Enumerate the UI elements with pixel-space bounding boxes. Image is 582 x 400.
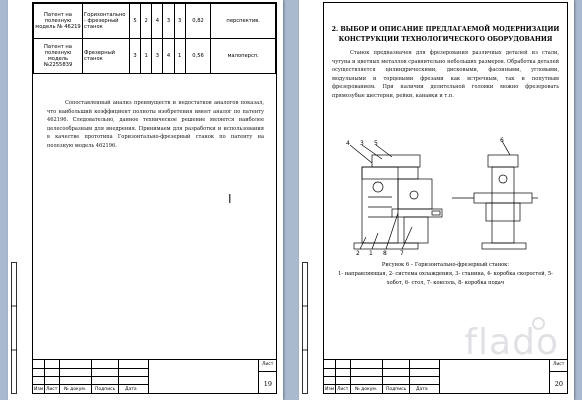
page-frame <box>323 2 568 394</box>
table-cell: Фрезерный станок <box>83 39 130 74</box>
figure-callout: 7 <box>400 250 404 255</box>
page-number-label: Лист <box>553 362 565 367</box>
table-cell: перспектив. <box>211 4 276 39</box>
title-block <box>33 359 276 393</box>
page-number-box <box>258 360 276 393</box>
table-cell: 5 <box>130 4 141 39</box>
caption-title: Рисунок 6 – Горизонтально-фрезерный станок: <box>381 262 510 268</box>
table-cell: малоперсп. <box>211 39 276 74</box>
stamp-label: Лист <box>337 387 349 392</box>
body-paragraph[interactable]: Станок предназначен для фрезерования различных деталей из стали, чугуна и цветных металлов сравнительно небольших размеров. Обработка деталей осуществляется цилиндрическими, дисковыми, фасонными, угловыми, модульными и торцевыми фрезами как встречным, так и попутным фрезерованием. При наличии делительной головки можно фрезеровать прямозубые шестерни, рейки, канавки и т.п. <box>332 50 559 99</box>
table-cell: 3 <box>130 39 141 74</box>
stamp-label: Лист <box>46 387 58 392</box>
stamp-label: Подпись <box>386 387 407 392</box>
document-page-20 <box>299 0 574 400</box>
table-cell: 0,56 <box>185 39 211 74</box>
figure-callout: 5 <box>374 140 378 147</box>
figure-callout: 8 <box>383 250 387 255</box>
table-cell: 3 <box>152 39 163 74</box>
page-number: 20 <box>554 380 563 388</box>
document-page-19 <box>8 0 283 400</box>
figure-callout: 3 <box>360 140 364 147</box>
page-number: 19 <box>263 380 272 388</box>
table-cell: 1 <box>141 39 152 74</box>
table-cell: Горизонтально - фрезерный станок <box>83 4 130 39</box>
table-cell: 0,82 <box>185 4 211 39</box>
table-cell: 4 <box>163 39 174 74</box>
stamp-label: № докум. <box>355 387 378 392</box>
binding-strip <box>302 262 308 394</box>
page-frame <box>32 2 277 394</box>
stamp-label: Дата <box>125 387 137 392</box>
table-row <box>34 39 276 74</box>
figure-caption <box>334 261 557 288</box>
caption-legend: 1- направляющая, 2- система охлаждения, 3- станина, 4- коробка скоростей, 5- хобот, 6- стол, 7- консоль, 8- коробка подач <box>338 271 553 286</box>
stamp-label: Изм <box>325 387 335 392</box>
analog-comparison-table <box>33 3 276 74</box>
stamp-label: Изм <box>34 387 44 392</box>
title-block <box>324 359 567 393</box>
stamp-label: Подпись <box>95 387 116 392</box>
table-cell: 4 <box>152 4 163 39</box>
watermark: flado <box>464 322 559 363</box>
text-cursor-icon: Ι <box>228 192 232 206</box>
figure-callout: 6 <box>500 137 504 144</box>
table-cell: 3 <box>163 4 174 39</box>
stamp-label: Дата <box>416 387 428 392</box>
binding-strip <box>11 262 17 394</box>
milling-machine-figure <box>342 137 542 255</box>
table-cell: Патент на полезную модель №2255839 <box>34 39 83 74</box>
figure-callout: 1 <box>369 250 373 255</box>
table-cell: 3 <box>174 4 185 39</box>
body-paragraph[interactable]: Сопоставленный анализ преимуществ и недостатков аналогов показал, что наибольший коэффициент полноты изобретения имеет аналог по патенту 462196. Следовательно, данное техническое решение является наиболее целесообразным для внедрения. Принимаем для разработки и использования в качестве прототипа Горизонтально-фрезерный станок по патенту на полезную модель 462196. <box>47 100 264 149</box>
section-heading: 2. ВЫБОР И ОПИСАНИЕ ПРЕДЛАГАЕМОЙ МОДЕРНИЗАЦИИ КОНСТРУКЦИИ ТЕХНОЛОГИЧЕСКОГО ОБОРУДОВАНИЯ <box>331 26 560 43</box>
figure-callout: 4 <box>346 140 350 147</box>
page-number-box <box>549 360 567 393</box>
figure-callout: 2 <box>356 250 360 255</box>
table-cell: 1 <box>174 39 185 74</box>
stamp-label: № докум. <box>64 387 87 392</box>
table-row <box>34 4 276 39</box>
page-number-label: Лист <box>262 362 274 367</box>
table-cell: Патент на полезную модель № 46219 <box>34 4 83 39</box>
table-cell: 2 <box>141 4 152 39</box>
